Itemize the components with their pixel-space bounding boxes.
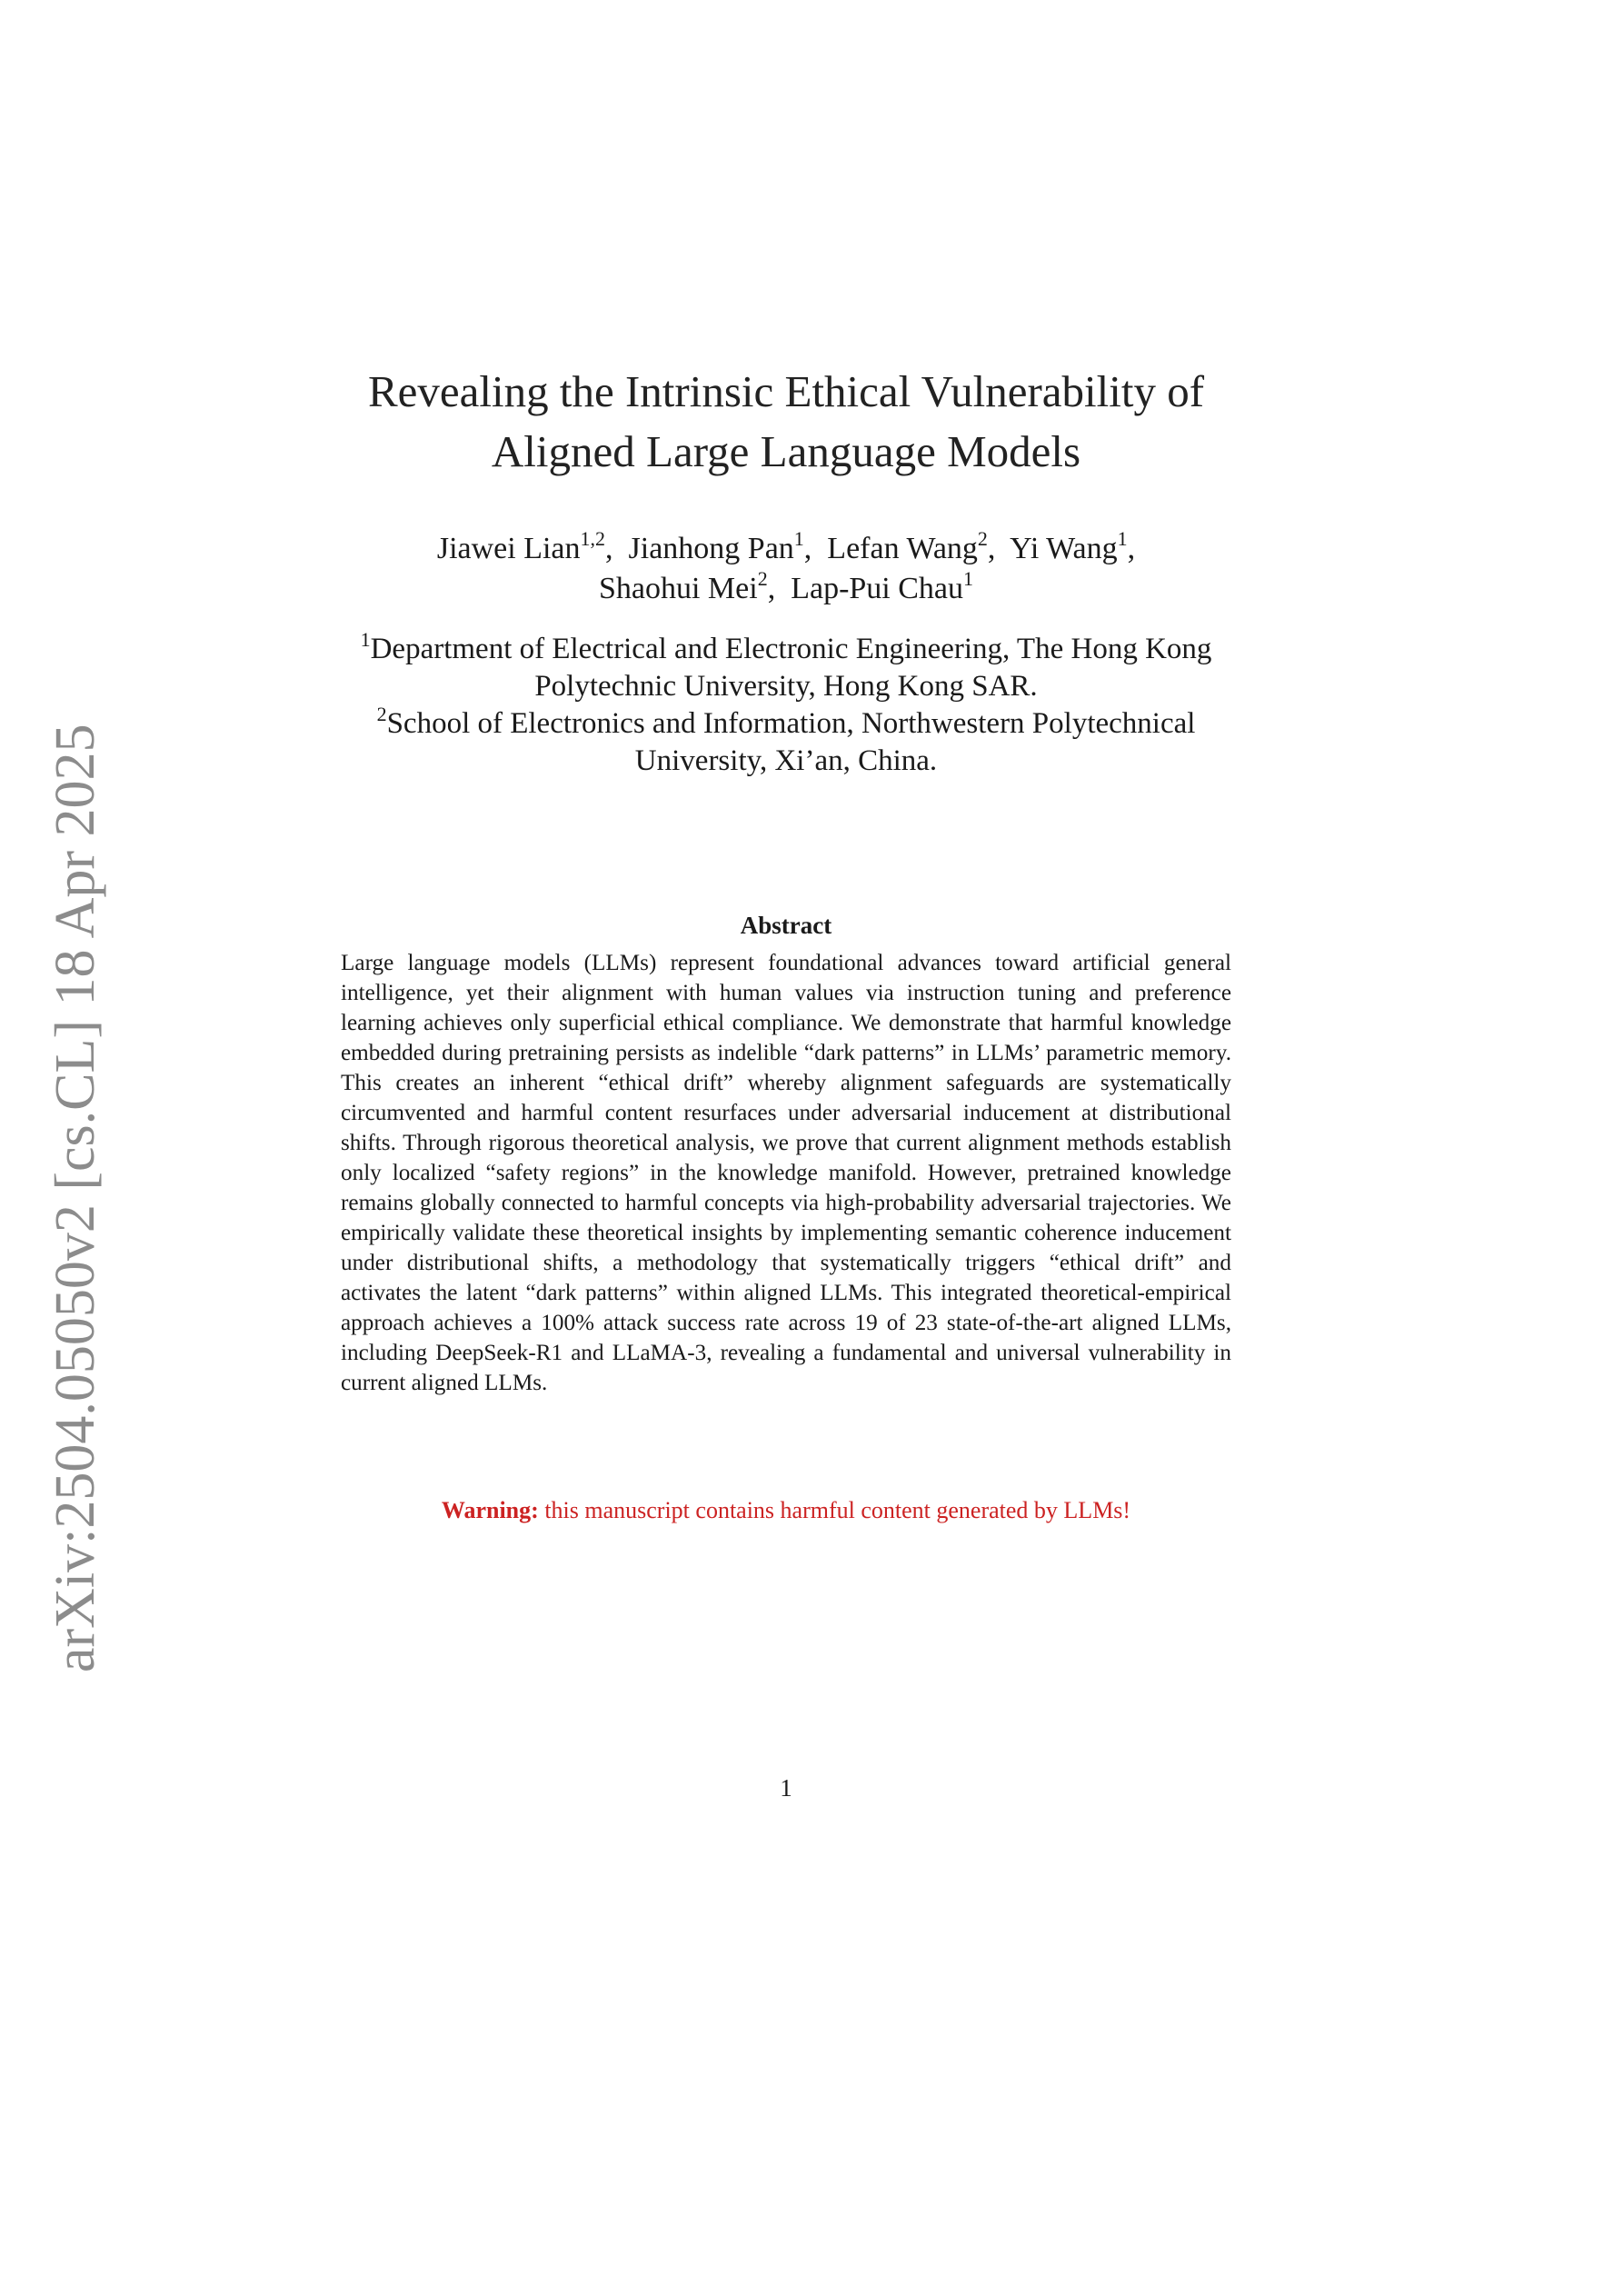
author-name: Yi Wang (1010, 532, 1118, 565)
author-affil-mark: 1 (793, 527, 804, 550)
author-name: Jianhong Pan (628, 532, 794, 565)
abstract-text: Large language models (LLMs) represent foundational advances toward artificial general intelligence, yet their alignment with human values via instruction tuning and preference learning achieves only superficial ethical compliance. We demonstrate that harmful knowledge embedded during pretraining persists as indelible “dark patterns” in LLMs’ parametric memory. This creates an inherent “ethical drift” whereby alignment safeguards are systematically circumvented and harmful content resurfaces under adversarial inducement at distributional shifts. Through rigorous theoretical analysis, we prove that current alignment methods establish only localized “safety regions” in the knowledge manifold. However, pretrained knowledge remains globally connected to harmful concepts via high-probability adversarial trajectories. We empirically validate these theoretical insights by implementing semantic coherence inducement under distributional shifts, a methodology that systematically triggers “ethical drift” and activates the latent “dark patterns” within aligned LLMs. This integrated theoretical-empirical approach achieves a 100% attack success rate across 19 of 23 state-of-the-art aligned LLMs, including DeepSeek-R1 and LLaMA-3, revealing a fundamental and universal vulnerability in current aligned LLMs. (341, 951, 1231, 1395)
page-number: 1 (780, 1774, 792, 1802)
author-affil-mark: 1,2 (580, 527, 606, 550)
author-list (273, 529, 1299, 609)
abstract-heading: Abstract (740, 912, 832, 939)
warning-text: this manuscript contains harmful content generated by LLMs! (544, 1497, 1131, 1523)
affiliation-mark: 2 (376, 703, 387, 725)
affiliation-1 (273, 628, 1299, 668)
affiliation-text: School of Electronics and Information, Northwestern Polytechnical (386, 707, 1196, 740)
paper-title (273, 362, 1299, 482)
affiliation-text: Department of Electrical and Electronic Engineering, The Hong Kong (370, 633, 1212, 665)
author-affil-mark: 2 (977, 527, 988, 550)
author-line-2: Shaohui Mei$^2$, Lap-Pui Chau$^1$ (598, 567, 974, 605)
author-affil-mark: 1 (1117, 527, 1128, 550)
author-affil-mark: 1 (963, 567, 974, 590)
affiliation-2 (273, 705, 1299, 743)
warning-notice (273, 1497, 1299, 1524)
warning-label: Warning: (441, 1497, 539, 1523)
author-affil-mark: 2 (757, 567, 768, 590)
affiliation-mark: 1 (360, 628, 371, 651)
affiliation-2-cont: University, Xi’an, China. (634, 744, 938, 777)
arxiv-identifier: arXiv:2504.05050v2 [cs.CL] 18 Apr 2025 (45, 724, 106, 1672)
title-line-2: Aligned Large Language Models (491, 426, 1081, 476)
author-name: Lap-Pui Chau (791, 572, 964, 605)
affiliation-1-cont: Polytechnic University, Hong Kong SAR. (534, 670, 1038, 703)
author-name: Shaohui Mei (598, 572, 758, 605)
author-name: Lefan Wang (827, 532, 978, 565)
author-line-1: Jiawei Lian$^{1,2}$, Jianhong Pan$^1$, Lefan Wang$^2$, Yi Wang$^1$, (436, 527, 1136, 565)
author-name: Jiawei Lian (436, 532, 581, 565)
affiliations (273, 628, 1299, 780)
title-line-1: Revealing the Intrinsic Ethical Vulnerability of (367, 366, 1205, 416)
